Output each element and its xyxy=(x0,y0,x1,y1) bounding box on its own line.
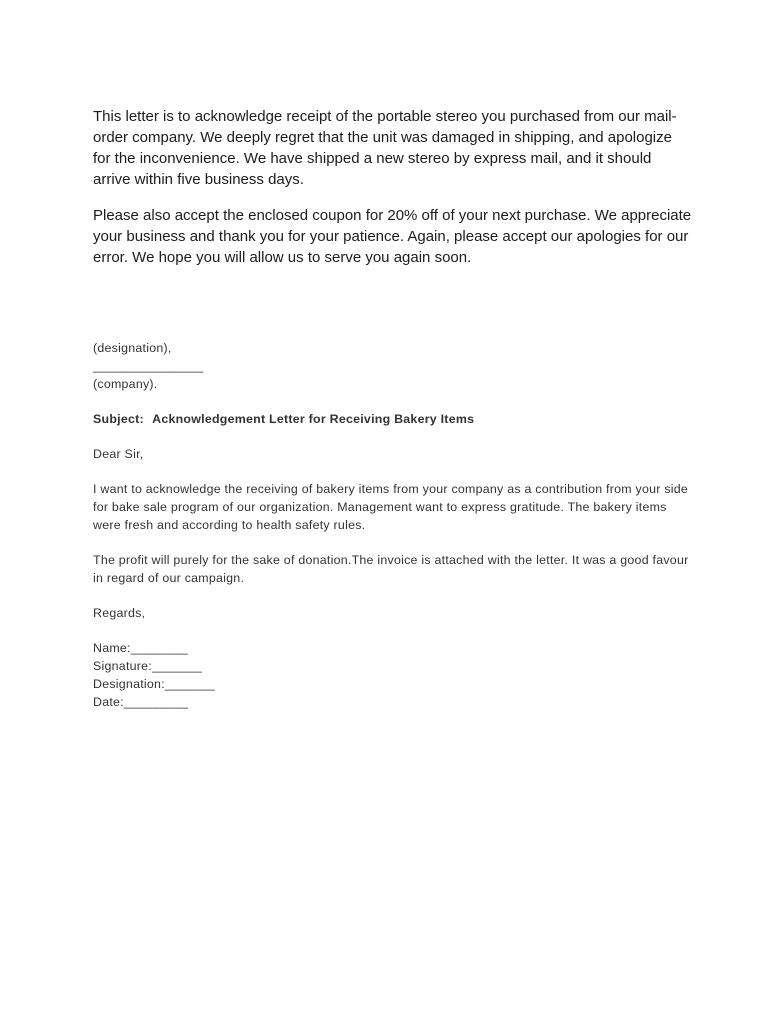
spacer xyxy=(93,534,693,551)
spacer xyxy=(93,428,693,445)
date-field: Date:_________ xyxy=(93,695,189,709)
signature-field: Signature:_______ xyxy=(93,659,202,673)
subject-line xyxy=(93,410,693,428)
spacer xyxy=(93,393,693,410)
spacer xyxy=(93,587,693,604)
closing: Regards, xyxy=(93,606,146,620)
spacer xyxy=(93,463,693,480)
body-paragraph-1: I want to acknowledge the receiving of bakery items from your company as a contribution from your side for bake sale program of our organization. Management want to express gratitude. The bakery items were fresh and according to health safety rules. xyxy=(93,482,689,532)
name-field: Name:________ xyxy=(93,641,188,655)
intro-paragraph-1: This letter is to acknowledge receipt of the portable stereo you purchased from our mail-order company. We deeply regret that the unit was damaged in shipping, and apologize for the inconvenience. We have shipped a new stereo by express mail, and it should arrive within five business days. xyxy=(93,108,677,188)
company-placeholder: (company). xyxy=(93,377,158,391)
letter-section xyxy=(93,339,693,711)
subject-text: Acknowledgement Letter for Receiving Bakery Items xyxy=(152,412,475,426)
subject-label: Subject: xyxy=(93,412,144,426)
intro-paragraph-2: Please also accept the enclosed coupon for 20% off of your next purchase. We appreciate your business and thank you for your patience. Again, please accept our apologies for our error. We hope you will allow us to serve you again soon. xyxy=(93,207,692,266)
spacer xyxy=(93,622,693,639)
designation-placeholder: (designation), xyxy=(93,341,172,355)
salutation: Dear Sir, xyxy=(93,447,144,461)
body-paragraph-2: The profit will purely for the sake of donation.The invoice is attached with the letter. It was a good favour in regard of our campaign. xyxy=(93,553,689,585)
intro-section xyxy=(93,106,693,283)
blank-line: ________________ xyxy=(93,359,204,373)
designation-field: Designation:_______ xyxy=(93,677,215,691)
